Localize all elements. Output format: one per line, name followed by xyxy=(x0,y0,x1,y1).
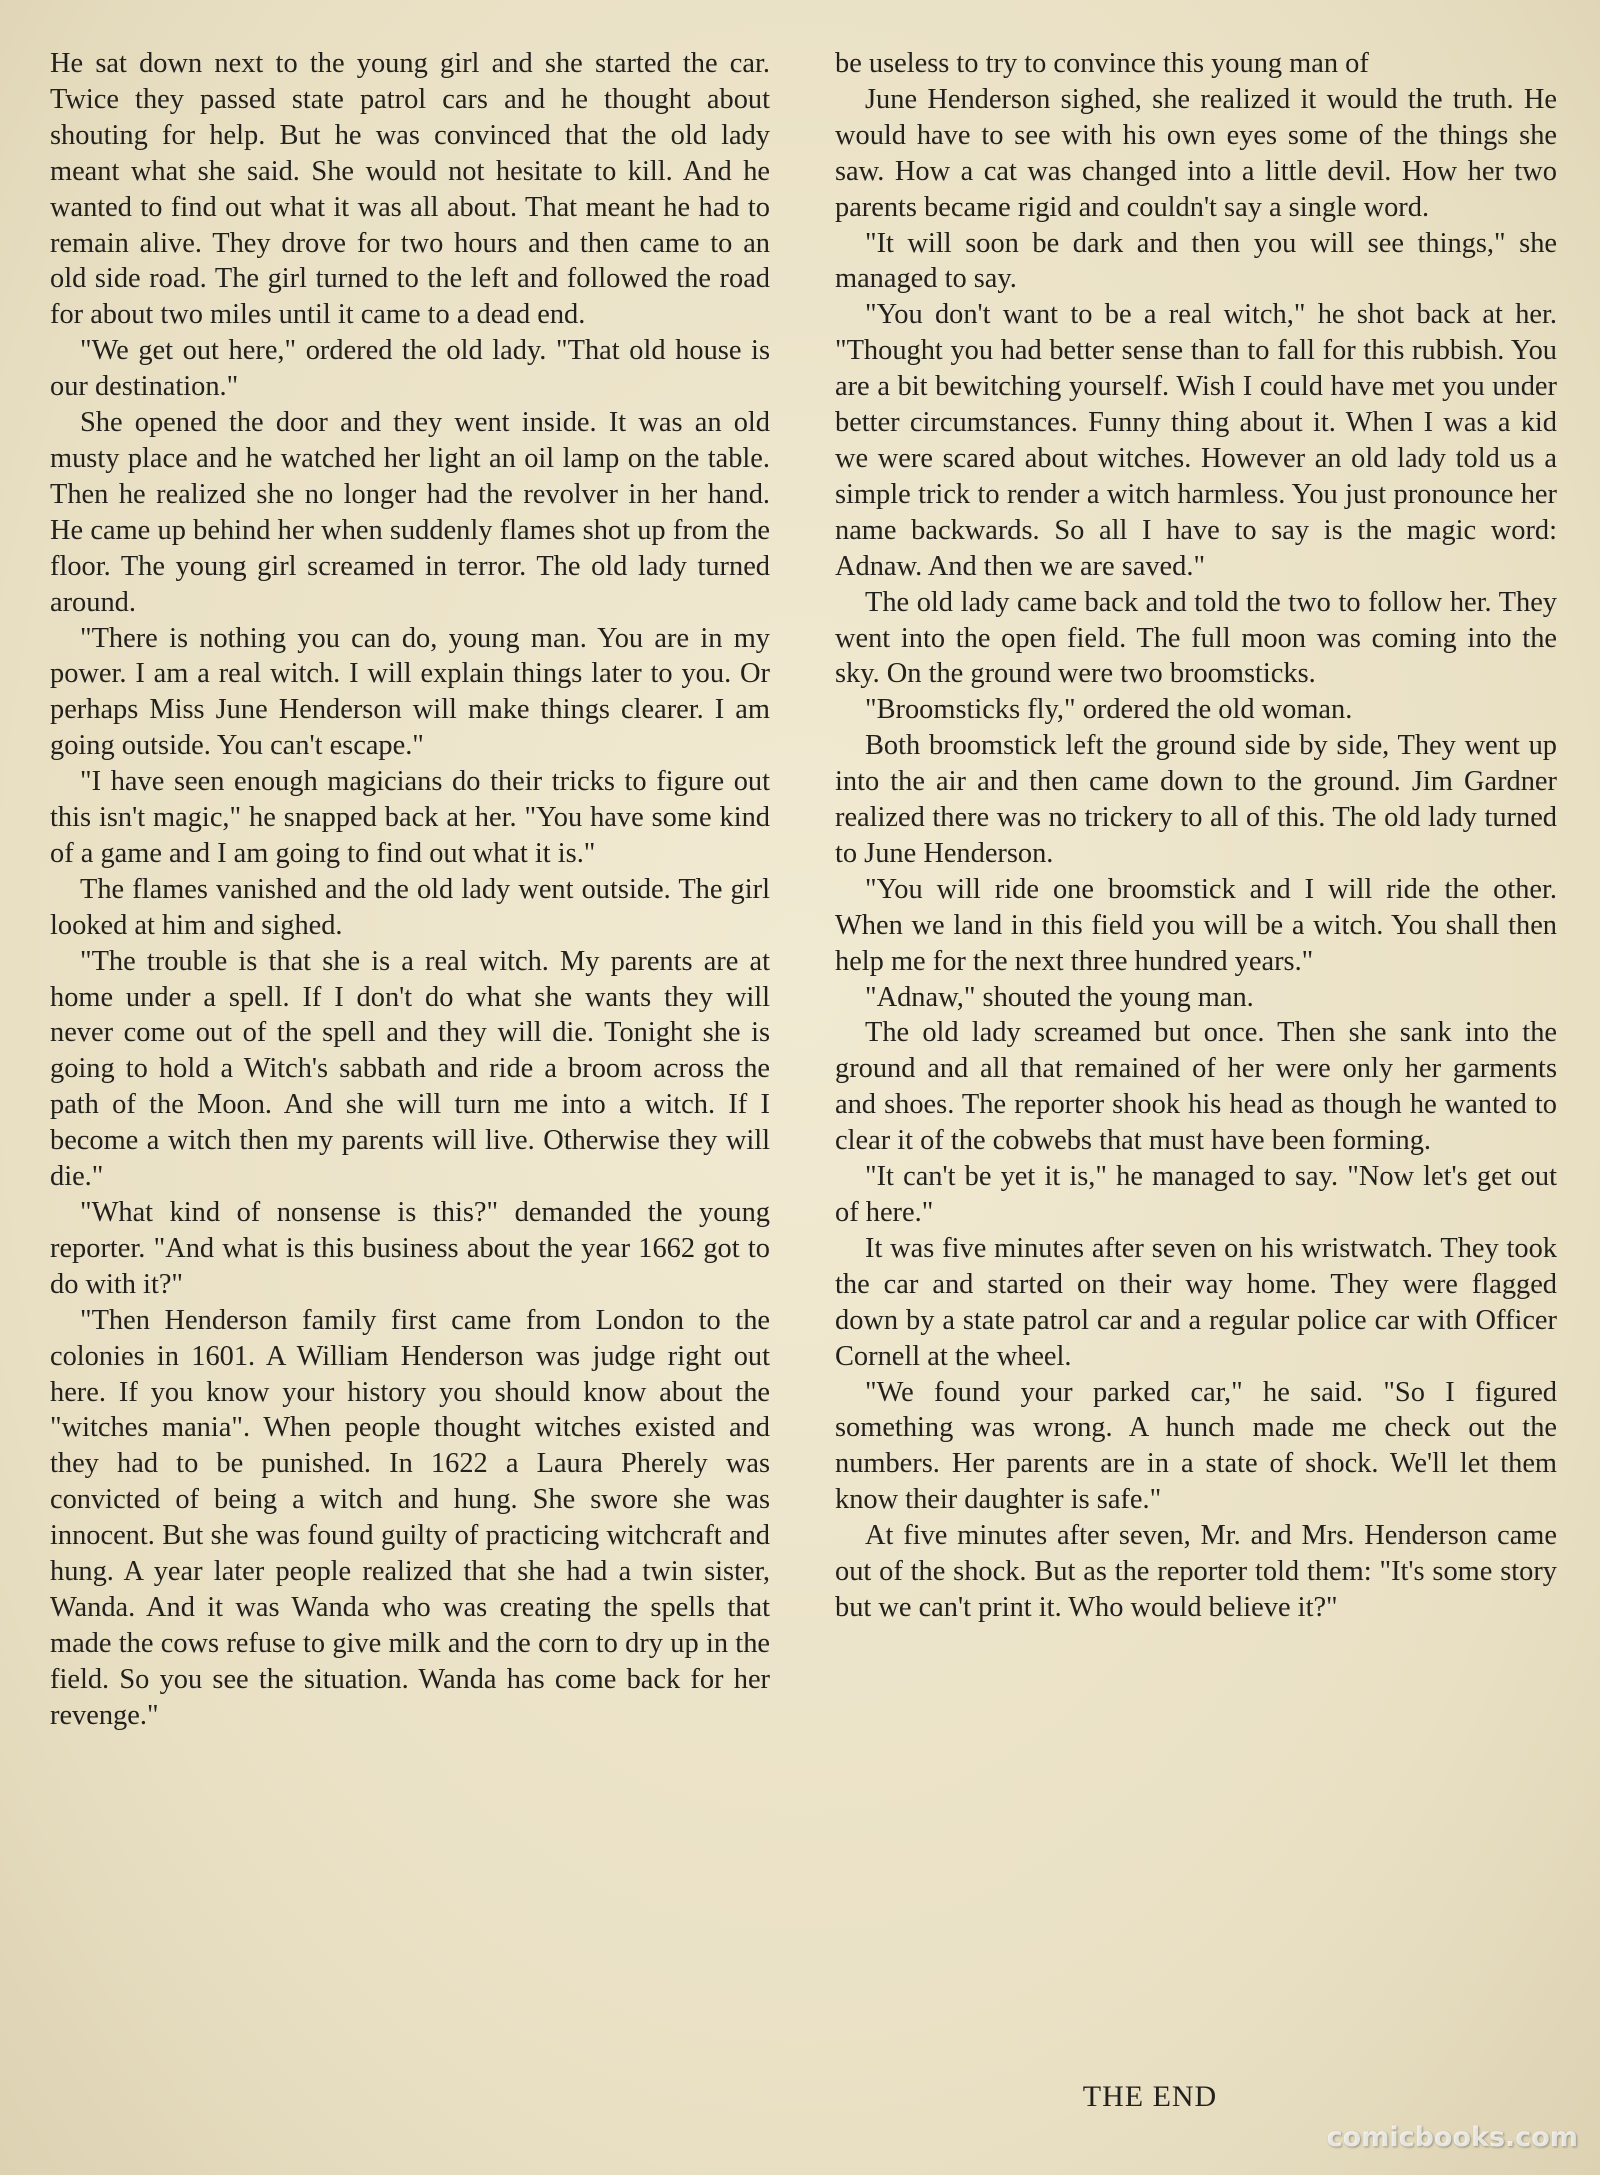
watermark: comicbooks.com xyxy=(1326,2122,1578,2153)
paragraph: The flames vanished and the old lady went outside. The girl looked at him and sighed. xyxy=(50,873,770,941)
paragraph: "You don't want to be a real witch," he shot back at her. "Thought you had better sense than to fall for this rubbish. You are a bit bewitching yourself. Wish I could have met you under better circumstances. Funny thing about it. When I was a kid we were scared about witches. However an old lady told us a simple trick to render a witch harmless. You just pronounce her name backwards. So all I have to say is the magic word: Adnaw. And then we are saved." xyxy=(835,299,1557,582)
paragraph: At five minutes after seven, Mr. and Mrs. Henderson came out of the shock. But as the reporter told them: "It's some story but we can't print it. Who would believe it?" xyxy=(835,1520,1557,1623)
paragraph: "There is nothing you can do, young man. You are in my power. I am a real witch. I will explain things later to you. Or perhaps Miss June Henderson will make things clearer. I am going outside. You can't escape." xyxy=(50,622,770,762)
paragraph: "You will ride one broomstick and I will ride the other. When we land in this field you will be a witch. You shall then help me for the next three hundred years." xyxy=(835,873,1557,977)
paragraph: "We get out here," ordered the old lady. "That old house is our destination." xyxy=(50,335,770,403)
paragraph: "We found your parked car," he said. "So I figured something was wrong. A hunch made me check out the numbers. Her parents are in a state of shock. We'll let them know their daughter is safe." xyxy=(835,1376,1557,1516)
paragraph: June Henderson sighed, she realized it would the truth. He would have to see with his own eyes some of the things she saw. How a cat was changed into a little devil. How her two parents became rigid and couldn't say a single word. xyxy=(835,83,1557,223)
paragraph: It was five minutes after seven on his wristwatch. They took the car and started on their way home. They were flagged down by a state patrol car and a regular police car with Officer Cornell at the wheel. xyxy=(835,1232,1557,1372)
paragraph: "Broomsticks fly," ordered the old woman. xyxy=(865,694,1353,726)
paragraph: Both broomstick left the ground side by side, They went up into the air and then came down to the ground. Jim Gardner realized there was no trickery to all of this. The old lady turned to June Henderson. xyxy=(835,730,1557,869)
paragraph: "Then Henderson family first came from London to the colonies in 1601. A William Henderson was judge right out here. If you know your history you should know about the "witches mania". When people thought witches existed and they had to be punished. In 1622 a Laura Pherely was convicted of being a witch and hung. She swore she was innocent. But she was found guilty of practicing witchcraft and hung. A year later people realized that she had a twin sister, Wanda. And it was Wanda who was creating the spells that made the cows refuse to give milk and the corn to dry up in the field. So you see the situation. Wanda has come back for her revenge." xyxy=(50,1304,770,1731)
paragraph: He sat down next to the young girl and she started the car. Twice they passed state patrol cars and he thought about shouting for help. But he was convinced that the old lady meant what she said. She would not hesitate to kill. And he wanted to find out what it was all about. That meant he had to remain alive. They drove for two hours and then came to an old side road. The girl turned to the left and followed the road for about two miles until it came to a dead end. xyxy=(50,48,770,331)
paragraph: She opened the door and they went inside. It was an old musty place and he watched her light an oil lamp on the table. Then he realized she no longer had the revolver in her hand. He came up behind her when suddenly flames shot up from the floor. The young girl screamed in terror. The old lady turned around. xyxy=(50,407,770,618)
paragraph: "It will soon be dark and then you will see things," she managed to say. xyxy=(835,227,1557,295)
paragraph: The old lady came back and told the two to follow her. They went into the open field. The full moon was coming into the sky. On the ground were two broomsticks. xyxy=(835,586,1557,690)
paragraph: "What kind of nonsense is this?" demanded the young reporter. "And what is this business about the year 1662 got to do with it?" xyxy=(50,1197,770,1300)
left-text-column xyxy=(50,46,770,1734)
paragraph: "It can't be yet it is," he managed to say. "Now let's get out of here." xyxy=(835,1161,1557,1228)
paragraph: be useless to try to convince this young man of xyxy=(835,48,1369,79)
paragraph: "Adnaw," shouted the young man. xyxy=(865,981,1254,1013)
paragraph: "The trouble is that she is a real witch. My parents are at home under a spell. If I don't do what she wants they will never come out of the spell and they will die. Tonight she is going to hold a Witch's sabbath and ride a broom across the path of the Moon. And she will turn me into a witch. If I become a witch then my parents will live. Otherwise they will die." xyxy=(50,945,770,1193)
paragraph: "I have seen enough magicians do their tricks to figure out this isn't magic," he snapped back at her. "You have some kind of a game and I am going to find out what it is." xyxy=(50,766,770,869)
paragraph: The old lady screamed but once. Then she sank into the ground and all that remained of her were only her garments and shoes. The reporter shook his head as though he wanted to clear it of the cobwebs that must have been forming. xyxy=(835,1017,1557,1157)
right-text-column xyxy=(835,46,1557,1626)
the-end-label: THE END xyxy=(1082,2080,1218,2113)
